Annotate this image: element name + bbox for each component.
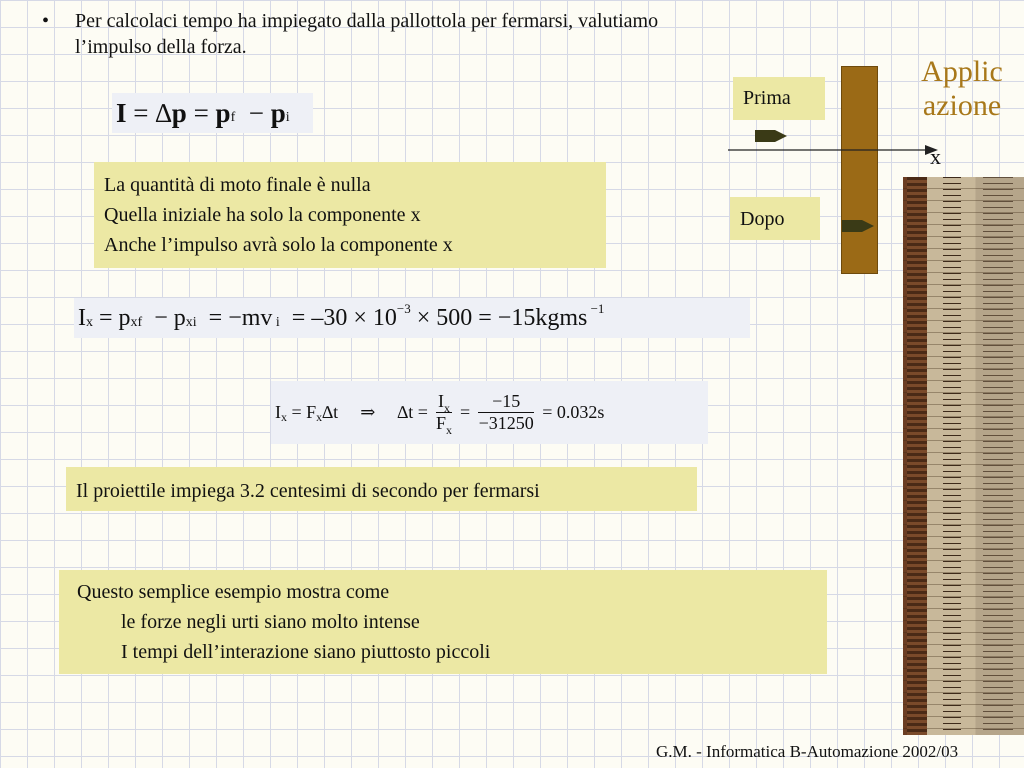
- eq3-fraction1: [435, 391, 452, 437]
- eq2-part5: × 500 = −15kgms: [410, 304, 588, 331]
- before-label: Prima: [743, 87, 791, 109]
- bullet-symbol: •: [42, 10, 50, 32]
- eq3-fraction2: [478, 391, 534, 434]
- ruler-edge: [907, 177, 927, 735]
- result-box: [66, 467, 697, 511]
- eq3-part3: ∆t =: [397, 402, 428, 422]
- eq2-exp1: −3: [396, 301, 411, 316]
- eq1-initial-momentum: p: [270, 97, 286, 128]
- after-label: Dopo: [740, 208, 785, 230]
- ruler-ticks-right: [983, 177, 1013, 735]
- eq1-minus: −: [235, 97, 271, 128]
- info-line3: Anche l’impulso avrà solo la componente x: [104, 234, 453, 256]
- summary-box: [59, 570, 827, 674]
- eq1-equals-b: =: [186, 97, 216, 128]
- eq3-impulse: I: [275, 402, 281, 422]
- eq3-part5: = 0.032s: [542, 402, 605, 422]
- eq1-delta: ∆: [155, 97, 172, 128]
- eq3-den2: −31250: [478, 413, 534, 433]
- eq3-implies: ⇒: [360, 402, 376, 422]
- eq2-sub-x: x: [86, 315, 93, 330]
- eq2-part4: = –30 × 10: [279, 304, 397, 331]
- eq1-momentum: p: [171, 97, 187, 128]
- eq2-sub-xi: xi: [185, 315, 197, 330]
- summary-line2: le forze negli urti siano molto intense: [121, 611, 420, 633]
- before-label-box: [733, 77, 825, 120]
- eq3-part1: = F: [287, 402, 317, 422]
- eq3-num2: −15: [478, 391, 534, 413]
- eq2-sub-xf: xf: [130, 315, 143, 330]
- footer: G.M. - Informatica B-Automazione 2002/03: [656, 742, 959, 761]
- x-axis-label: x: [930, 144, 941, 169]
- bullet-text-line2: l’impulso della forza.: [75, 36, 247, 58]
- eq1-impulse: I: [116, 97, 127, 128]
- summary-line1: Questo semplice esempio mostra come: [77, 581, 390, 603]
- info-box: [94, 162, 606, 268]
- result-text: Il proiettile impiega 3.2 centesimi di secondo per fermarsi: [76, 480, 540, 502]
- bullet-text-line1: Per calcolaci tempo ha impiegato dalla pallottola per fermarsi, valutiamo: [75, 10, 659, 32]
- bullet-before-icon: [755, 130, 787, 142]
- info-line2: Quella iniziale ha solo la componente x: [104, 204, 421, 226]
- eq3-part2: ∆t: [322, 402, 339, 422]
- eq2-impulse: I: [78, 304, 86, 331]
- eq2-part3: = −mv: [196, 304, 273, 331]
- ruler-image: [903, 177, 1024, 735]
- summary-line3: I tempi dell’interazione siano piuttosto piccoli: [121, 641, 491, 663]
- eq2-part1: = p: [93, 304, 131, 331]
- eq3-den1: $F_x$: [435, 413, 452, 437]
- eq3-part4: =: [459, 402, 471, 422]
- bullet-after-icon: [842, 220, 874, 232]
- equation-impulse-value: [74, 298, 750, 338]
- eq3-sub-x1: x: [281, 410, 287, 424]
- info-line1: La quantità di moto finale è nulla: [104, 174, 371, 196]
- slide-title-line1: Applic: [921, 55, 1003, 88]
- eq1-equals-a: =: [126, 97, 156, 128]
- equation-time: [271, 381, 708, 444]
- slide-title: [906, 55, 1018, 123]
- eq3-num1: $I_x$: [437, 391, 450, 415]
- eq1-sub-i: i: [285, 110, 290, 125]
- slide-title-line2: azione: [922, 89, 1002, 122]
- eq1-sub-f: f: [230, 110, 236, 125]
- eq3-sub-x2: x: [316, 410, 323, 424]
- equation-impulse-vector: [112, 93, 313, 133]
- eq1-final-momentum: p: [215, 97, 231, 128]
- eq2-exp2: −1: [587, 301, 605, 316]
- eq2-sub-i: i: [272, 315, 280, 330]
- eq2-part2: − p: [142, 304, 186, 331]
- ruler-ticks: [943, 177, 961, 735]
